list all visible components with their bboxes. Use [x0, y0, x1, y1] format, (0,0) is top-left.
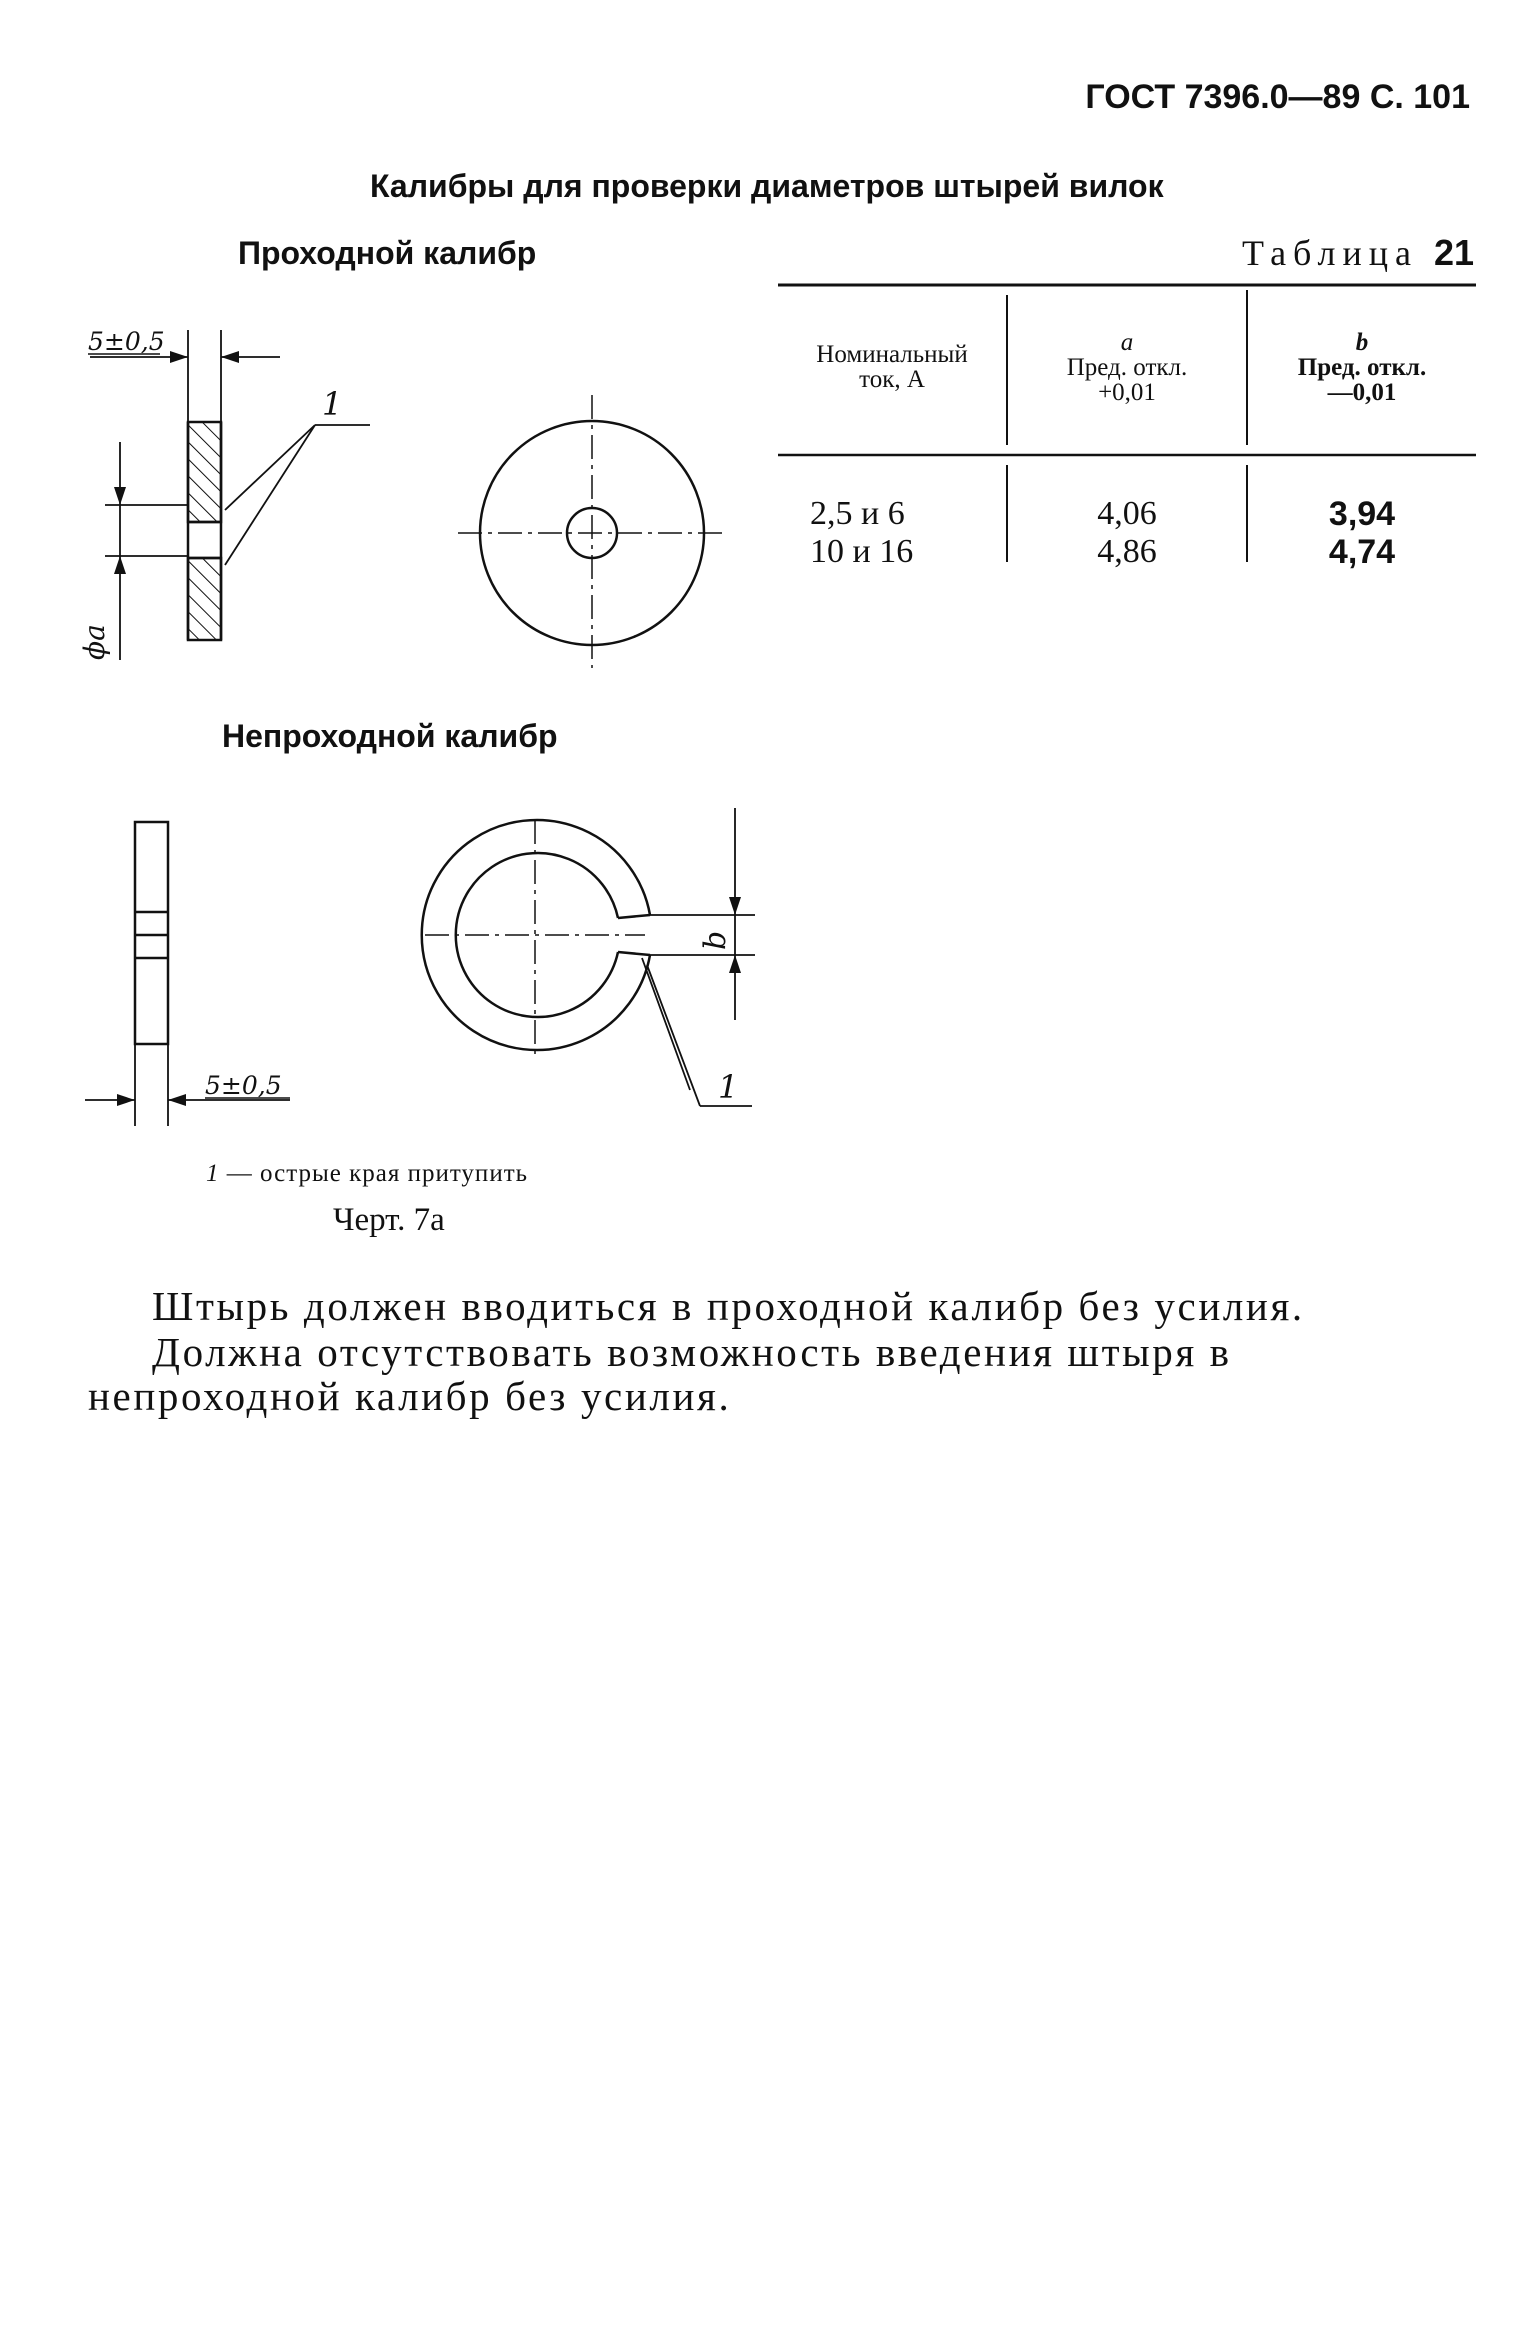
go-thickness-dim: 5±0,5 [88, 327, 165, 356]
go-diameter-dim: ϕa [78, 624, 111, 660]
figure-note: 1 — острые края притупить [206, 1160, 529, 1187]
table-col-a-values: 4,06 4,86 [1097, 495, 1157, 570]
nogo-thickness-dim: 5±0,5 [205, 1071, 282, 1100]
go-gauge-title: Проходной калибр [238, 235, 537, 271]
table-header-a: a Пред. откл. +0,01 [1066, 329, 1188, 406]
nogo-slot-dim: b [698, 930, 733, 950]
paragraph-1: Штырь должен вводиться в проходной калибр без усилия. [152, 1283, 1305, 1329]
nogo-callout: 1 [718, 1068, 739, 1106]
section-title: Калибры для проверки диаметров штырей вилок [370, 168, 1164, 204]
nogo-gauge-title: Непроходной калибр [222, 718, 558, 754]
table-row: 2,5 и 6 10 и 16 [810, 495, 914, 570]
paragraph-2: Должна отсутствовать возможность введения штыря в непроходной калибр без усилия. [88, 1329, 1232, 1419]
go-gauge-side-view [90, 330, 370, 660]
figure-caption: Черт. 7а [333, 1202, 445, 1238]
table-header-current: Номинальный ток, А [816, 341, 968, 393]
table-label: Таблица 21 [1241, 232, 1474, 273]
nogo-gauge-front-view [422, 808, 755, 1106]
go-gauge-front-view [458, 395, 727, 668]
page-header: ГОСТ 7396.0—89 С. 101 [1085, 78, 1470, 116]
table-col-b-values: 3,94 4,74 [1328, 495, 1396, 571]
go-callout: 1 [322, 385, 343, 423]
table-header-b: b Пред. откл. —0,01 [1297, 329, 1427, 406]
